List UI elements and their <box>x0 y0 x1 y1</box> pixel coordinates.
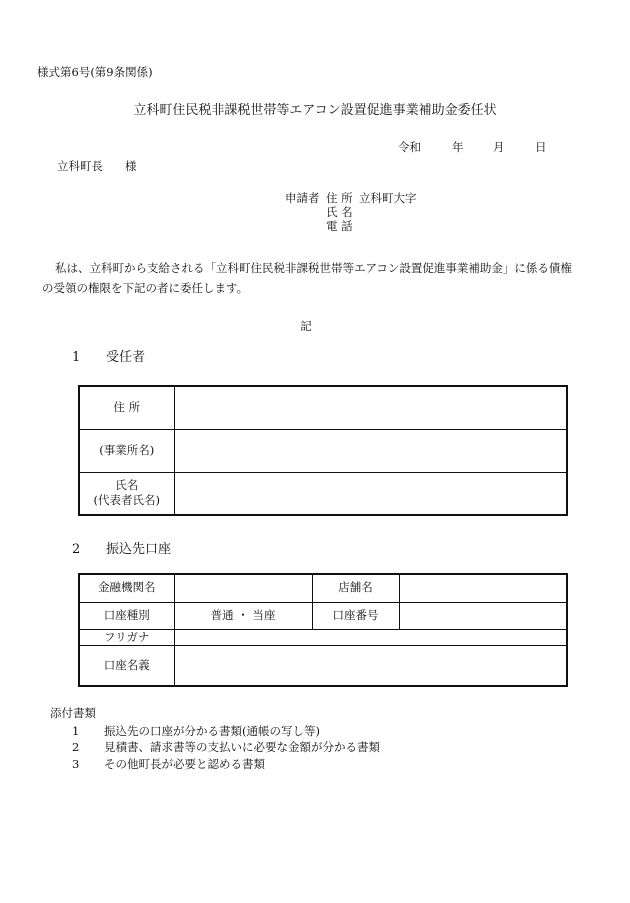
branch-field[interactable] <box>399 574 567 602</box>
attachment-1-text: 振込先の口座が分かる書類(通帳の写し等) <box>104 724 320 738</box>
date-era: 令和 <box>398 140 421 154</box>
table-row <box>79 646 567 686</box>
branch-label: 店舗名 <box>312 574 399 602</box>
attachment-3-num: 3 <box>72 757 80 771</box>
addressee-name: 立科町長 <box>57 159 103 173</box>
date-year: 年 <box>452 140 464 154</box>
ki-heading: 記 <box>300 319 312 333</box>
agent-name-text: 氏名 <box>115 477 139 492</box>
attachment-3-text: その他町長が必要と認める書類 <box>104 757 265 771</box>
agent-office-field[interactable] <box>174 429 567 472</box>
bank-name-label: 金融機関名 <box>79 574 174 602</box>
table-row <box>79 574 567 602</box>
section2-title: 振込先口座 <box>106 542 172 557</box>
attachment-2-text: 見積書、請求書等の支払いに必要な金額が分かる書類 <box>104 740 380 754</box>
bank-name-field[interactable] <box>174 574 312 602</box>
table-row <box>79 386 567 429</box>
attachments-title: 添付書類 <box>50 706 96 720</box>
applicant-phone-label: 電 話 <box>326 219 353 233</box>
agent-rep-text: (代表者氏名) <box>93 493 160 508</box>
section1-number: 1 <box>72 350 81 365</box>
body-line-1: 私は、立科町から支給される「立科町住民税非課税世帯等エアコン設置促進事業補助金」に係る債権 <box>55 261 572 275</box>
agent-address-label: 住 所 <box>79 386 174 429</box>
agent-name-field[interactable] <box>174 472 567 515</box>
date-day: 日 <box>535 140 547 154</box>
body-line-2: の受領の権限を下記の者に委任します。 <box>42 281 249 295</box>
account-holder-label: 口座名義 <box>79 646 174 686</box>
document-title: 立科町住民税非課税世帯等エアコン設置促進事業補助金委任状 <box>133 103 497 118</box>
applicant-label: 申請者 <box>285 191 320 205</box>
account-type-label: 口座種別 <box>79 602 174 629</box>
attachment-1-num: 1 <box>72 724 80 738</box>
account-number-label: 口座番号 <box>312 602 399 629</box>
table-row <box>79 472 567 515</box>
furigana-label: フリガナ <box>79 629 174 646</box>
agent-address-field[interactable] <box>174 386 567 429</box>
account-number-field[interactable] <box>399 602 567 629</box>
date-month: 月 <box>493 140 505 154</box>
applicant-address-value: 立科町大字 <box>359 191 417 205</box>
table-row <box>79 602 567 629</box>
account-type-options[interactable]: 普通 ・ 当座 <box>174 602 312 629</box>
addressee-honorific: 様 <box>125 159 137 173</box>
attachment-2-num: 2 <box>72 740 80 754</box>
agent-name-label <box>79 472 174 515</box>
applicant-name-label: 氏 名 <box>326 205 353 219</box>
bank-table <box>78 573 568 687</box>
furigana-field[interactable] <box>174 629 567 646</box>
account-holder-field[interactable] <box>174 646 567 686</box>
agent-table <box>78 385 568 516</box>
applicant-address-label: 住 所 <box>326 191 353 205</box>
form-number: 様式第6号(第9条関係) <box>37 65 153 79</box>
agent-office-label: (事業所名) <box>79 429 174 472</box>
table-row <box>79 429 567 472</box>
section1-title: 受任者 <box>106 350 146 365</box>
section2-number: 2 <box>72 542 81 557</box>
table-row <box>79 629 567 646</box>
